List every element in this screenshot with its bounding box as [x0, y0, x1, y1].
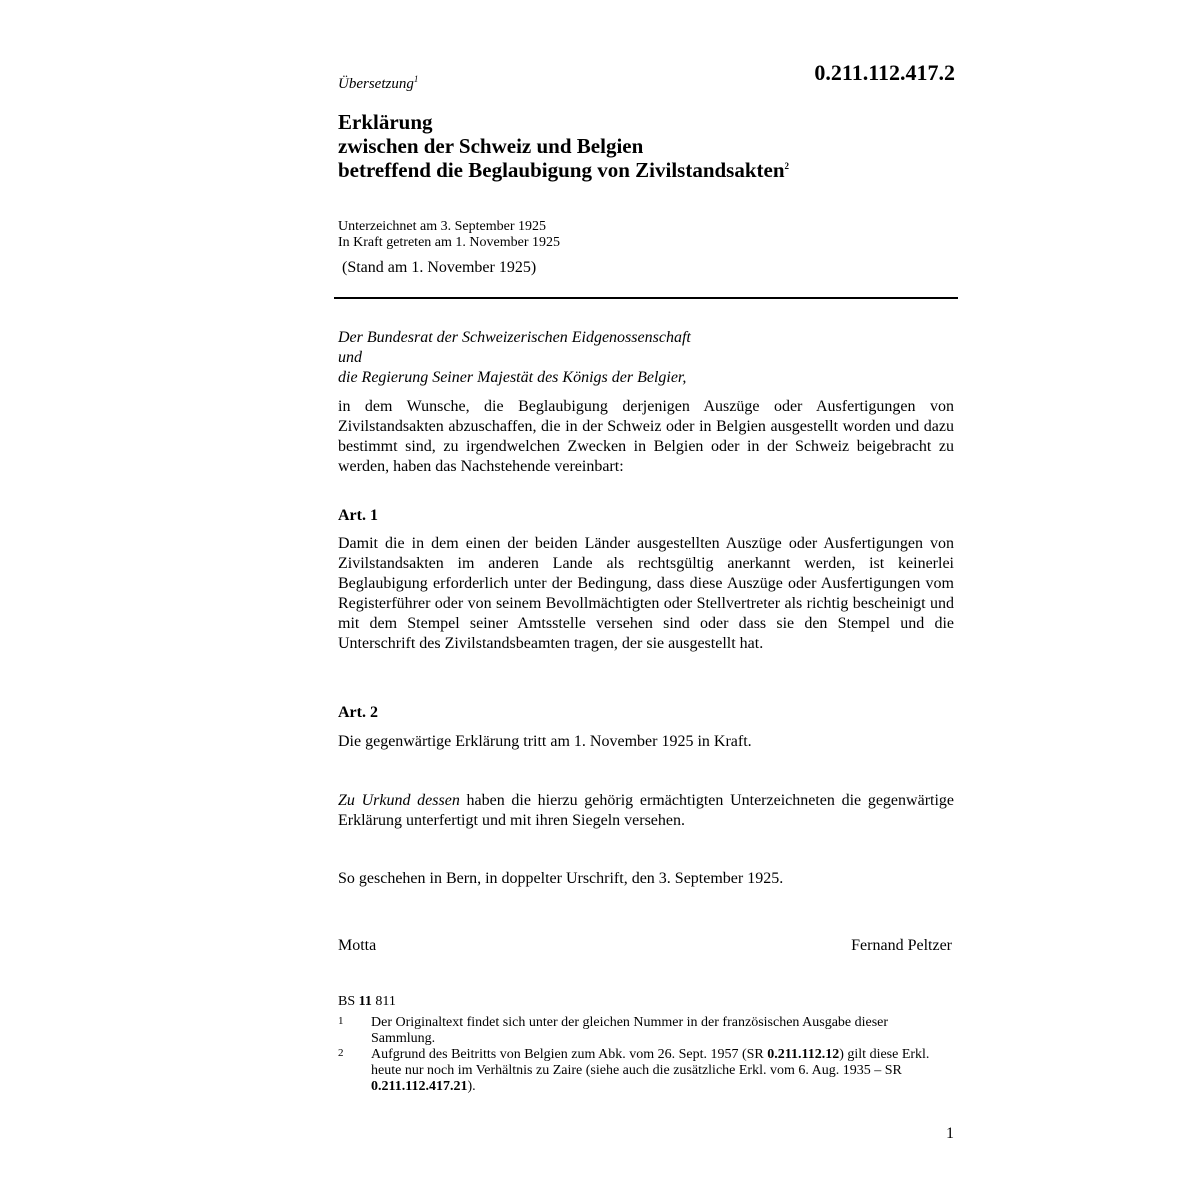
footnote-2-part2: ) gilt diese Erkl. heute nur noch im Verhältnis zu Zaire (siehe auch die zusätzliche Erkl. vom 6. Aug. 1935 – SR	[371, 1047, 930, 1078]
party-2: die Regierung Seiner Majestät des Königs der Belgier,	[338, 369, 687, 386]
article-1-heading: Art. 1	[338, 507, 378, 524]
footnote-2	[338, 1047, 954, 1095]
witness-rest: haben die hierzu gehörig ermächtigten Unterzeichneten die gegenwärtige Erklärung unterfertigt und mit ihren Siegeln versehen.	[338, 792, 955, 829]
footnote-2-part3: ).	[467, 1079, 476, 1094]
party-connector: und	[338, 349, 362, 366]
contracting-parties	[338, 328, 954, 388]
page-number: 1	[946, 1125, 954, 1142]
in-force-date: In Kraft getreten am 1. November 1925	[338, 235, 560, 250]
title-line-1: Erklärung	[338, 110, 433, 134]
footnote-1	[338, 1015, 954, 1047]
footnote-ref-1[interactable]: 1	[413, 74, 419, 84]
source-prefix: BS	[338, 994, 359, 1009]
title-line-3	[338, 158, 958, 182]
witness-lead: Zu Urkund dessen	[338, 792, 460, 809]
sr-number: 0.211.112.417.2	[814, 60, 955, 85]
signed-date: Unterzeichnet am 3. September 1925	[338, 219, 546, 234]
footnote-2-number: 2	[338, 1047, 344, 1059]
title-line-2: zwischen der Schweiz und Belgien	[338, 134, 644, 158]
source-page: 811	[371, 994, 396, 1009]
preamble: in dem Wunsche, die Beglaubigung derjenigen Auszüge oder Ausfertigungen von Zivilstandsakten abzuschaffen, die in der Schweiz oder in Belgien ausgestellt worden und dazu bestimmt sind, zu irgendwelchen Zwecken in Belgien oder in der Schweiz beigebracht zu werden, haben das Nachstehende vereinbart:	[338, 398, 954, 475]
header-divider	[334, 297, 958, 299]
footnote-2-sr-link-2[interactable]: 0.211.112.417.21	[371, 1079, 468, 1094]
footnote-1-text: Der Originaltext findet sich unter der gleichen Nummer in der französischen Ausgabe dieser Sammlung.	[371, 1015, 889, 1046]
witness-clause	[338, 791, 954, 831]
article-1-text: Damit die in dem einen der beiden Länder ausgestellten Auszüge oder Ausfertigungen von Zivilstandsakten im anderen Lande als rechtsgültig anerkannt werden, ist keinerlei Beglaubigung erforderlich unter der Bedingung, dass diese Auszüge oder Ausfertigungen vom Registerführer oder von seinem Bevollmächtigten oder Stellvertreter als richtig bescheinigt und mit dem Stempel seiner Amtsstelle versehen sind oder dass sie den Stempel und die Unterschrift des Zivilstandsbeamten tragen, der sie ausgestellt hat.	[338, 535, 954, 652]
translation-text: Übersetzung	[338, 76, 414, 92]
footnote-2-part1: Aufgrund des Beitritts von Belgien zum Abk. vom 26. Sept. 1957 (SR	[371, 1047, 768, 1062]
footnote-2-text	[371, 1047, 931, 1095]
footnote-1-number: 1	[338, 1015, 344, 1027]
article-2-heading: Art. 2	[338, 704, 378, 721]
title-line-3-text: betreffend die Beglaubigung von Zivilstandsakten	[338, 158, 785, 182]
party-1: Der Bundesrat der Schweizerischen Eidgenossenschaft	[338, 329, 691, 346]
document-title	[338, 110, 958, 182]
article-2-text: Die gegenwärtige Erklärung tritt am 1. November 1925 in Kraft.	[338, 733, 752, 750]
source-volume: 11	[358, 994, 372, 1009]
source-reference	[338, 994, 396, 1010]
signature-left: Motta	[338, 937, 377, 954]
done-at: So geschehen in Bern, in doppelter Urschrift, den 3. September 1925.	[338, 870, 784, 887]
footnote-ref-2[interactable]: 2	[784, 161, 790, 171]
document-dates	[338, 219, 560, 251]
stand-date: (Stand am 1. November 1925)	[342, 259, 537, 276]
footnote-2-sr-link-1[interactable]: 0.211.112.12	[767, 1047, 840, 1062]
translation-label	[338, 74, 418, 94]
signature-right: Fernand Peltzer	[851, 937, 952, 954]
